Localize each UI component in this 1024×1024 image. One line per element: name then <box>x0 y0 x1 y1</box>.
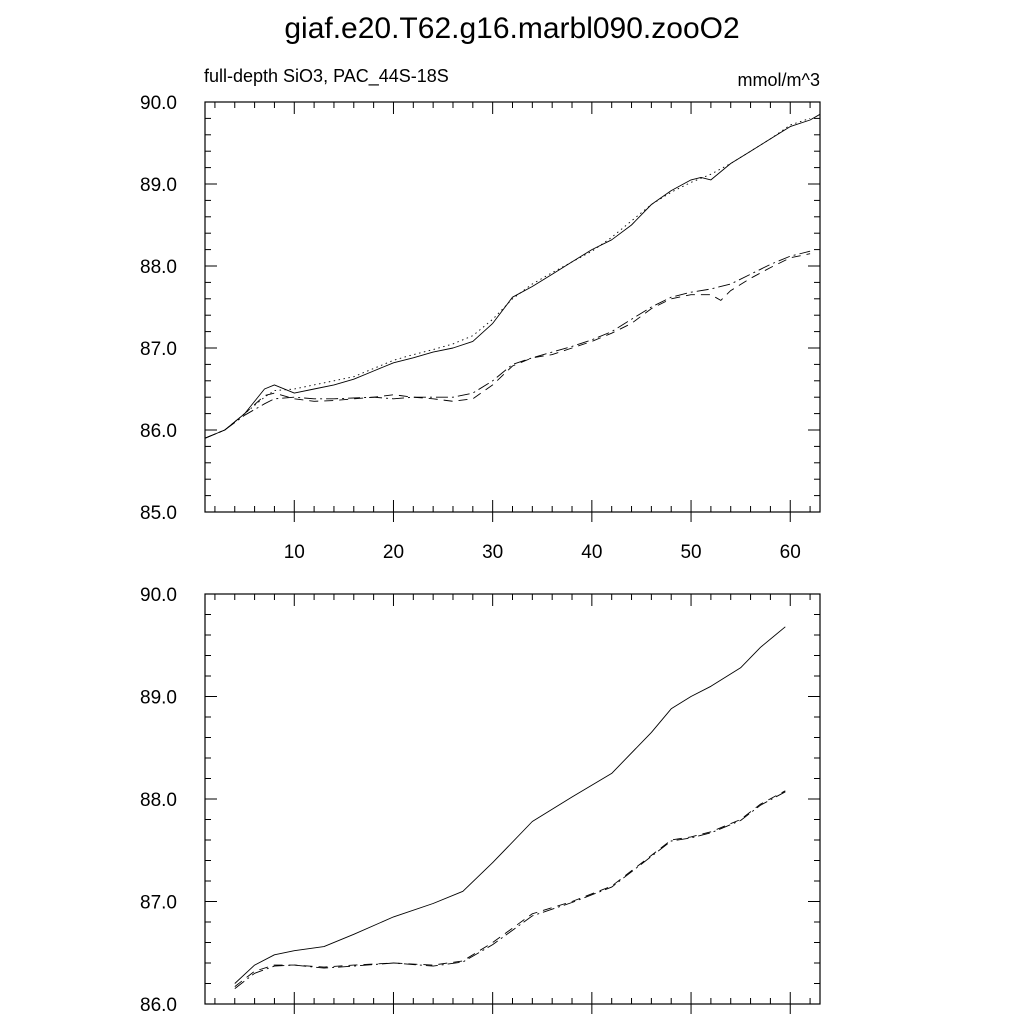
y-tick-label: 90.0 <box>140 585 177 606</box>
y-tick-label: 86.0 <box>140 421 177 442</box>
x-tick-label: 30 <box>482 542 504 563</box>
y-tick-label: 89.0 <box>140 687 177 709</box>
panel-bottom <box>140 585 820 1016</box>
series-line-dashdot <box>205 251 810 438</box>
y-tick-label: 88.0 <box>140 790 177 811</box>
x-tick-label: 40 <box>581 542 603 563</box>
y-tick-label: 89.0 <box>140 175 177 196</box>
series-line-dashed <box>205 254 810 439</box>
y-tick-label: 90.0 <box>140 93 177 114</box>
panel-top <box>140 66 820 563</box>
x-tick-label: 60 <box>779 542 801 563</box>
x-tick-label: 50 <box>680 542 702 563</box>
plot-frame <box>205 594 820 1004</box>
y-tick-label: 87.0 <box>140 339 177 360</box>
panel-top-subtitle-left: full-depth SiO3, PAC_44S-18S <box>204 66 449 86</box>
panel-bottom-plot <box>140 585 820 1016</box>
y-tick-label: 86.0 <box>140 995 177 1016</box>
x-tick-label: 10 <box>283 542 305 563</box>
y-tick-label: 85.0 <box>140 503 177 524</box>
panel-top-plot <box>140 93 820 563</box>
series-line-dashdot <box>235 792 786 989</box>
panel-top-units: mmol/m^3 <box>737 70 820 90</box>
plot-frame <box>205 102 820 512</box>
series-line-dotted <box>205 118 810 438</box>
x-tick-label: 20 <box>382 542 405 563</box>
y-tick-label: 88.0 <box>140 257 177 278</box>
figure-title: giaf.e20.T62.g16.marbl090.zooO2 <box>284 12 740 45</box>
y-tick-label: 87.0 <box>140 892 177 914</box>
series-line-solid <box>205 114 820 438</box>
series-line-dashed <box>235 791 786 987</box>
